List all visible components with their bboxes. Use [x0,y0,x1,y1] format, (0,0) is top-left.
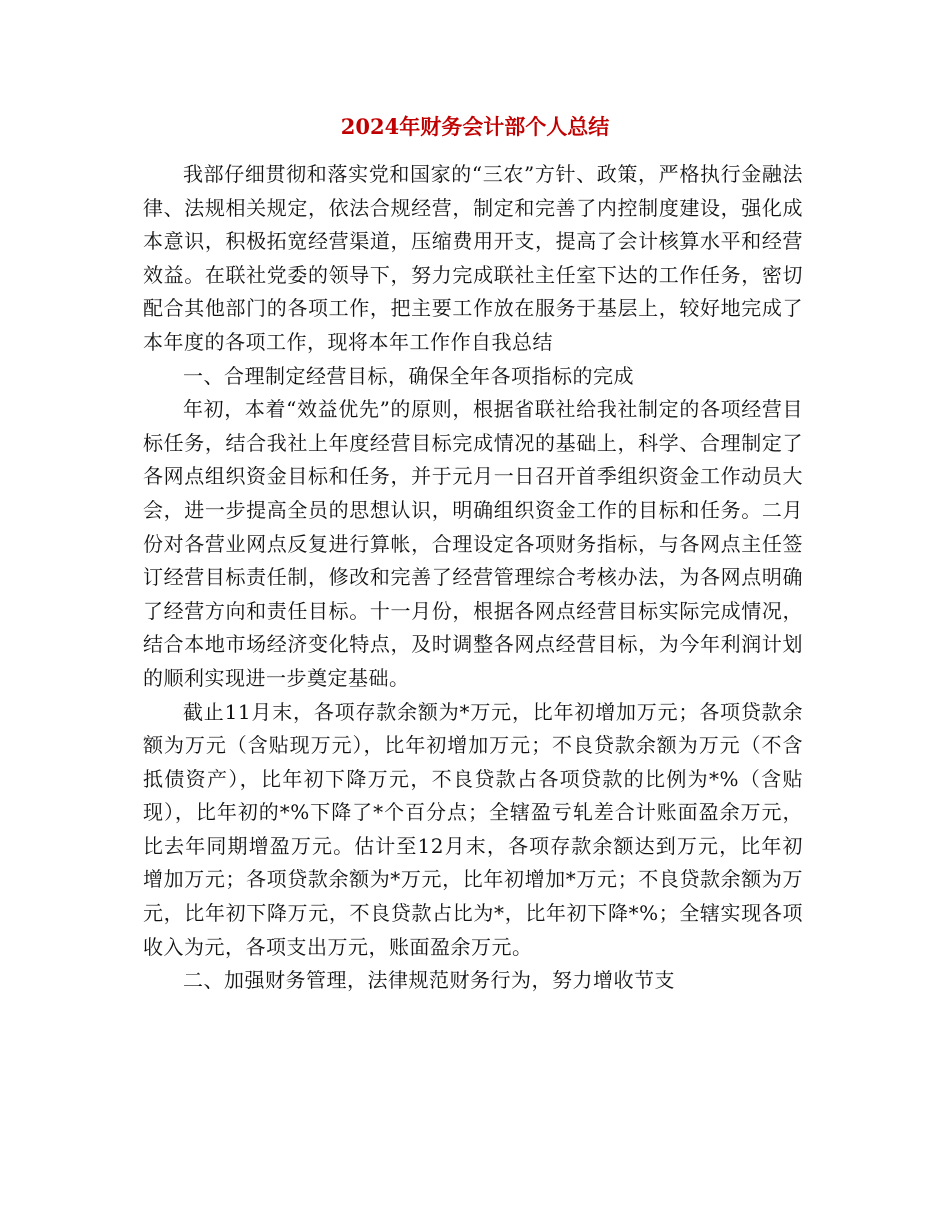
paragraph-figures: 截止11月末，各项存款余额为*万元，比年初增加万元；各项贷款余额为万元（含贴现万元），比年初增加万元；不良贷款余额为万元（不含抵债资产），比年初下降万元，不良贷款占各项贷款的比例为*%（含贴现），比年初的*%下降了*个百分点；全辖盈亏轧差合计账面盈余万元，比去年同期增盈万元。估计至12月末，各项存款余额达到万元，比年初增加万元；各项贷款余额为*万元，比年初增加*万元；不良贷款余额为万元，比年初下降万元，不良贷款占比为*，比年初下降*%；全辖实现各项收入为元，各项支出万元，账面盈余万元。 [143,699,803,959]
section-heading-1: 一、合理制定经营目标，确保全年各项指标的完成 [183,363,634,388]
document-title: 2024年财务会计部个人总结 [340,114,610,139]
paragraph-intro: 我部仔细贯彻和落实党和国家的“三农”方针、政策，严格执行金融法律、法规相关规定，依法合规经营，制定和完善了内控制度建设，强化成本意识，积极拓宽经营渠道，压缩费用开支，提高了会计核算水平和经营效益。在联社党委的领导下，努力完成联社主任室下达的工作任务，密切配合其他部门的各项工作，把主要工作放在服务于基层上，较好地完成了本年度的各项工作，现将本年工作作自我总结 [143,162,803,354]
document-body [143,158,803,998]
paragraph-section-1: 年初，本着“效益优先”的原则，根据省联社给我社制定的各项经营目标任务，结合我社上年度经营目标完成情况的基础上，科学、合理制定了各网点组织资金目标和任务，并于元月一日召开首季组织资金工作动员大会，进一步提高全员的思想认识，明确组织资金工作的目标和任务。二月份对各营业网点反复进行算帐，合理设定各项财务指标，与各网点主任签订经营目标责任制，修改和完善了经营管理综合考核办法，为各网点明确了经营方向和责任目标。十一月份，根据各网点经营目标实际完成情况，结合本地市场经济变化特点，及时调整各网点经营目标，为今年利润计划的顺利实现进一步奠定基础。 [143,397,803,690]
section-heading-2: 二、加强财务管理，法律规范财务行为，努力增收节支 [183,968,675,993]
